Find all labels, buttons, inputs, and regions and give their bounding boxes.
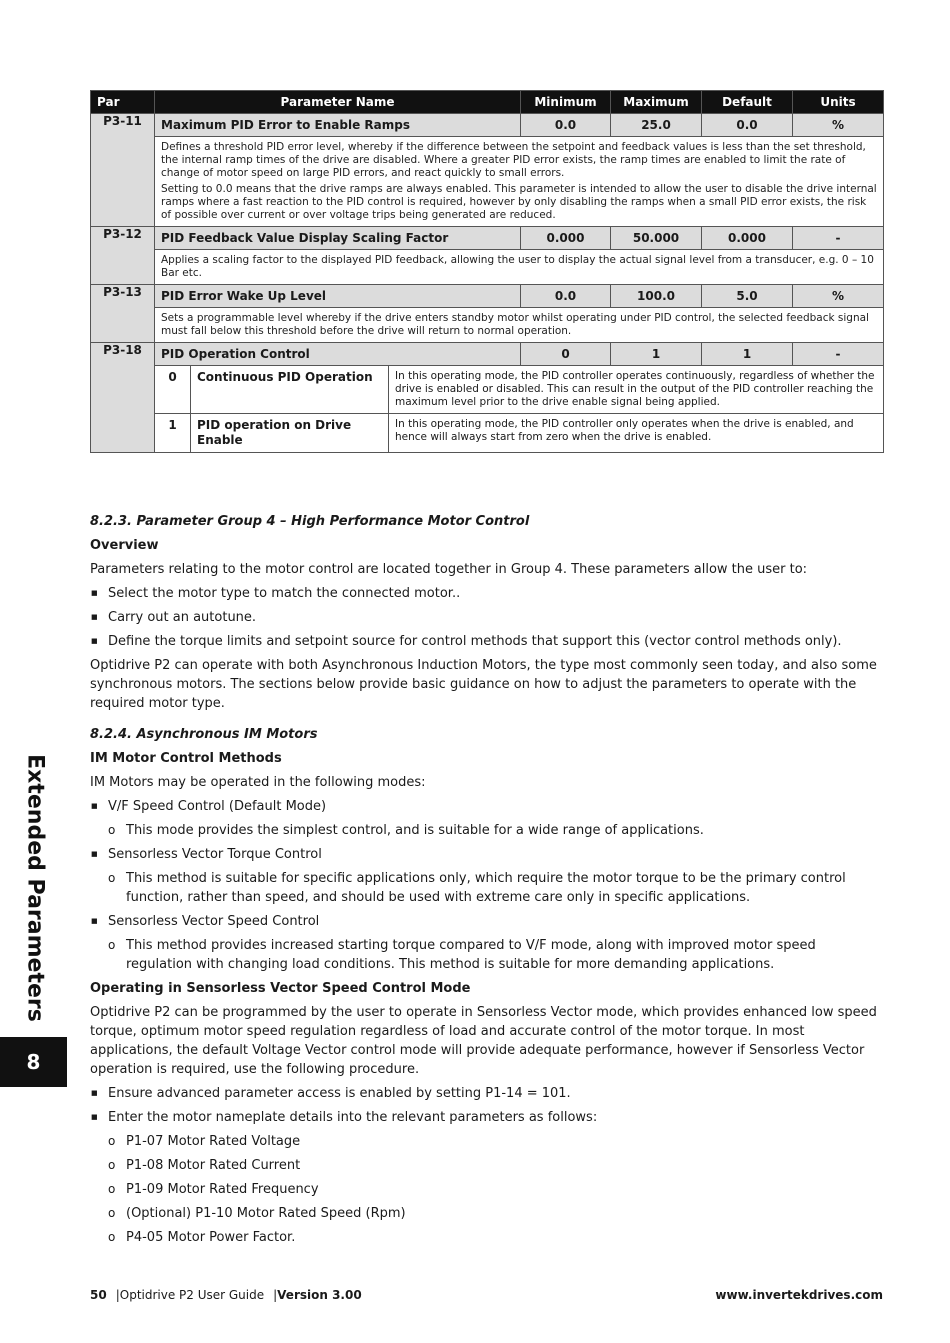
list-item: ■ Carry out an autotune. xyxy=(90,608,883,627)
table-row xyxy=(91,137,884,227)
table-row xyxy=(91,114,884,137)
param-description xyxy=(155,137,884,227)
param-max: 1 xyxy=(611,343,702,366)
overview-paragraph: Optidrive P2 can operate with both Asynchronous Induction Motors, the type most commonly seen today, and also some synchronous motors. The sections below provide basic guidance on how to adjust the parameters to operate with the required motor type. xyxy=(90,658,877,711)
list-item: o P1-09 Motor Rated Frequency xyxy=(90,1180,883,1199)
list-item: ■ Sensorless Vector Speed Control xyxy=(90,912,883,931)
body-content xyxy=(90,512,883,1252)
header-units: Units xyxy=(793,91,884,114)
page-number: 50 xyxy=(90,1288,107,1302)
option-number: 1 xyxy=(155,414,191,453)
param-max: 50.000 xyxy=(611,227,702,250)
option-name: Continuous PID Operation xyxy=(191,366,389,414)
svc-paragraph: Optidrive P2 can be programmed by the user to operate in Sensorless Vector mode, which provides enhanced low speed torque, optimum motor speed regulation regardless of load and accurate control of the motor torque. In most applications, the default Voltage Vector control mode will provide adequate performance, however if Sensorless Vector operation is required, use the following procedure. xyxy=(90,1005,877,1077)
list-item: o This method provides increased starting torque compared to V/F mode, along with improved motor speed regulation with changing load conditions. This method is suitable for more demanding applications. xyxy=(90,936,883,974)
param-name: PID Operation Control xyxy=(155,343,521,366)
option-number: 0 xyxy=(155,366,191,414)
param-default: 0.0 xyxy=(702,114,793,137)
param-code: P3-12 xyxy=(91,227,155,285)
description-paragraph: Defines a threshold PID error level, whereby if the difference between the setpoint and feedback values is less than the set threshold, the internal ramp times of the drive are disabled. Where a greater PID error exists, the ramp times are enabled to limit the rate of change of motor speed on large PID errors, and react quickly to small errors. xyxy=(161,141,866,179)
param-default: 1 xyxy=(702,343,793,366)
list-item: ■ Define the torque limits and setpoint source for control methods that support this (vector control methods only). xyxy=(90,632,883,651)
list-item: ■ Sensorless Vector Torque Control xyxy=(90,845,883,864)
param-min: 0 xyxy=(521,343,611,366)
param-units: - xyxy=(793,227,884,250)
list-item: o This mode provides the simplest control, and is suitable for a wide range of applications. xyxy=(90,821,883,840)
param-max: 100.0 xyxy=(611,285,702,308)
option-row xyxy=(91,366,884,414)
param-units: % xyxy=(793,114,884,137)
param-min: 0.0 xyxy=(521,114,611,137)
page-footer xyxy=(90,1286,883,1304)
option-name: PID operation on Drive Enable xyxy=(191,414,389,453)
side-tab-label xyxy=(10,748,60,1028)
list-item: o (Optional) P1-10 Motor Rated Speed (Rpm) xyxy=(90,1204,883,1223)
svc-steps-list xyxy=(90,1084,883,1247)
param-code: P3-11 xyxy=(91,114,155,227)
list-item: o P4-05 Motor Power Factor. xyxy=(90,1228,883,1247)
param-default: 5.0 xyxy=(702,285,793,308)
description-paragraph: Sets a programmable level whereby if the drive enters standby motor whilst operating under PID control, the selected feedback signal must fall below this threshold before the drive will return to normal operation. xyxy=(161,312,869,337)
table-row xyxy=(91,250,884,285)
overview-intro: Parameters relating to the motor control are located together in Group 4. These parameters allow the user to: xyxy=(90,562,808,577)
param-max: 25.0 xyxy=(611,114,702,137)
list-item: o P1-07 Motor Rated Voltage xyxy=(90,1132,883,1151)
param-name: Maximum PID Error to Enable Ramps xyxy=(155,114,521,137)
param-default: 0.000 xyxy=(702,227,793,250)
section-heading-8-2-4: 8.2.4. Asynchronous IM Motors xyxy=(90,727,318,742)
im-modes-list xyxy=(90,797,883,974)
header-par: Par xyxy=(91,91,155,114)
table-header-row xyxy=(91,91,884,114)
list-item: ■ Select the motor type to match the connected motor.. xyxy=(90,584,883,603)
description-paragraph: Setting to 0.0 means that the drive ramps are always enabled. This parameter is intended to allow the user to disable the drive internal ramps where a fast reaction to the PID control is required, however by only disabling the ramps when a small PID error exists, the risk of possible over current or over voltage trips being generated are reduced. xyxy=(161,183,877,221)
param-min: 0.0 xyxy=(521,285,611,308)
header-parameter-name: Parameter Name xyxy=(155,91,521,114)
table-row xyxy=(91,285,884,308)
overview-heading: Overview xyxy=(90,538,159,553)
im-modes-intro: IM Motors may be operated in the following modes: xyxy=(90,775,426,790)
footer-website: www.invertekdrives.com xyxy=(715,1288,883,1302)
list-item: ■ V/F Speed Control (Default Mode) xyxy=(90,797,883,816)
param-code: P3-18 xyxy=(91,343,155,453)
im-control-methods-heading: IM Motor Control Methods xyxy=(90,751,282,766)
param-units: - xyxy=(793,343,884,366)
chapter-number-tab: 8 xyxy=(0,1037,67,1087)
param-name: PID Feedback Value Display Scaling Factor xyxy=(155,227,521,250)
param-name: PID Error Wake Up Level xyxy=(155,285,521,308)
option-description: In this operating mode, the PID controller operates continuously, regardless of whether the drive is enabled or disabled. This can result in the output of the PID controller reaching the maximum level prior to the drive enable signal being applied. xyxy=(389,366,884,414)
param-description xyxy=(155,250,884,285)
table-row xyxy=(91,227,884,250)
header-maximum: Maximum xyxy=(611,91,702,114)
option-row xyxy=(91,414,884,453)
side-tab-text: Extended Parameters xyxy=(22,754,48,1022)
list-item: o P1-08 Motor Rated Current xyxy=(90,1156,883,1175)
table-row xyxy=(91,343,884,366)
param-units: % xyxy=(793,285,884,308)
param-min: 0.000 xyxy=(521,227,611,250)
description-paragraph: Applies a scaling factor to the displayed PID feedback, allowing the user to display the actual signal level from a transducer, e.g. 0 – 10 Bar etc. xyxy=(161,254,874,279)
list-item: ■ Enter the motor nameplate details into the relevant parameters as follows: xyxy=(90,1108,883,1127)
guide-title: Optidrive P2 User Guide xyxy=(119,1288,265,1302)
header-minimum: Minimum xyxy=(521,91,611,114)
parameter-table xyxy=(90,90,884,453)
param-description xyxy=(155,308,884,343)
param-code: P3-13 xyxy=(91,285,155,343)
option-description: In this operating mode, the PID controller only operates when the drive is enabled, and hence will always start from zero when the drive is enabled. xyxy=(389,414,884,453)
section-heading-8-2-3: 8.2.3. Parameter Group 4 – High Performance Motor Control xyxy=(90,514,530,529)
footer-left: 50 |Optidrive P2 User Guide |Version 3.00 xyxy=(90,1288,362,1302)
version-label: Version 3.00 xyxy=(277,1288,362,1302)
header-default: Default xyxy=(702,91,793,114)
list-item: ■ Ensure advanced parameter access is enabled by setting P1-14 = 101. xyxy=(90,1084,883,1103)
table-row xyxy=(91,308,884,343)
svc-mode-heading: Operating in Sensorless Vector Speed Control Mode xyxy=(90,981,471,996)
list-item: o This method is suitable for specific applications only, which require the motor torque to be the primary control function, rather than speed, and should be used with extreme care only in specific applications. xyxy=(90,869,883,907)
overview-bullet-list xyxy=(90,584,883,651)
